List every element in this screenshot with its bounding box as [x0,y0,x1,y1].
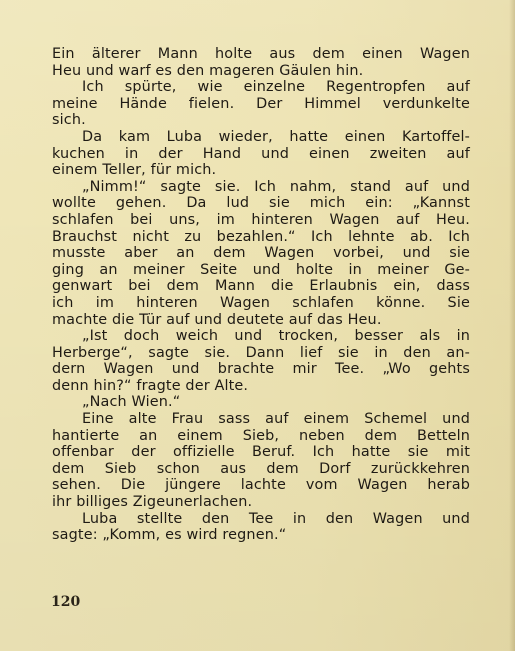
text-line: denn hin?“ fragte der Alte. [52,377,249,394]
text-line: musste aber an dem Wagen vorbei, und sie [52,245,470,262]
text-line: wollte gehen. Da lud sie mich ein: „Kannst [52,195,470,212]
text-line: ging an meiner Seite und holte in meiner Ge- [52,261,470,278]
text-line: genwart bei dem Mann die Erlaubnis ein, dass [52,278,470,295]
text-line: offenbar der offizielle Beruf. Ich hatte sie mit [52,444,470,461]
text-line: ich im hinteren Wagen schlafen könne. Sie [52,294,470,311]
text-line: sagte: „Komm, es wird regnen.“ [52,527,287,544]
text-line: dern Wagen und brachte mir Tee. „Wo gehts [52,361,470,378]
text-line: Da kam Luba wieder, hatte einen Kartoffel- [82,128,470,145]
text-line: Ich spürte, wie einzelne Regentropfen auf [82,79,470,96]
text-line: Eine alte Frau sass auf einem Schemel und [82,411,470,428]
text-line: Brauchst nicht zu bezahlen.“ Ich lehnte ab. Ich [52,228,470,245]
text-line: einem Teller, für mich. [52,162,217,179]
text-line: „Nach Wien.“ [82,394,181,411]
text-line: sich. [52,112,86,129]
text-line: „Ist doch weich und trocken, besser als in [82,328,470,345]
page-edge-shadow [509,0,515,651]
text-line: Ein älterer Mann holte aus dem einen Wagen [52,46,470,62]
text-line: dem Sieb schon aus dem Dorf zurückkehren [52,460,470,477]
text-line: machte die Tür auf und deutete auf das Heu. [52,311,382,328]
text-line: hantierte an einem Sieb, neben dem Betteln [52,427,470,444]
text-line: kuchen in der Hand und einen zweiten auf [52,145,470,162]
body-text [52,46,470,544]
text-line: Luba stellte den Tee in den Wagen und [82,510,470,527]
text-line: „Nimm!“ sagte sie. Ich nahm, stand auf und [82,178,470,195]
text-line: meine Hände fielen. Der Himmel verdunkelte [52,95,470,112]
text-line: schlafen bei uns, im hinteren Wagen auf Heu. [52,211,470,228]
text-line: sehen. Die jüngere lachte vom Wagen herab [52,477,470,494]
text-line: Herberge“, sagte sie. Dann lief sie in den an- [52,344,470,361]
text-line: ihr billiges Zigeunerlachen. [52,494,253,511]
page-number: 120 [51,594,81,610]
text-line: Heu und warf es den mageren Gäulen hin. [52,62,364,79]
